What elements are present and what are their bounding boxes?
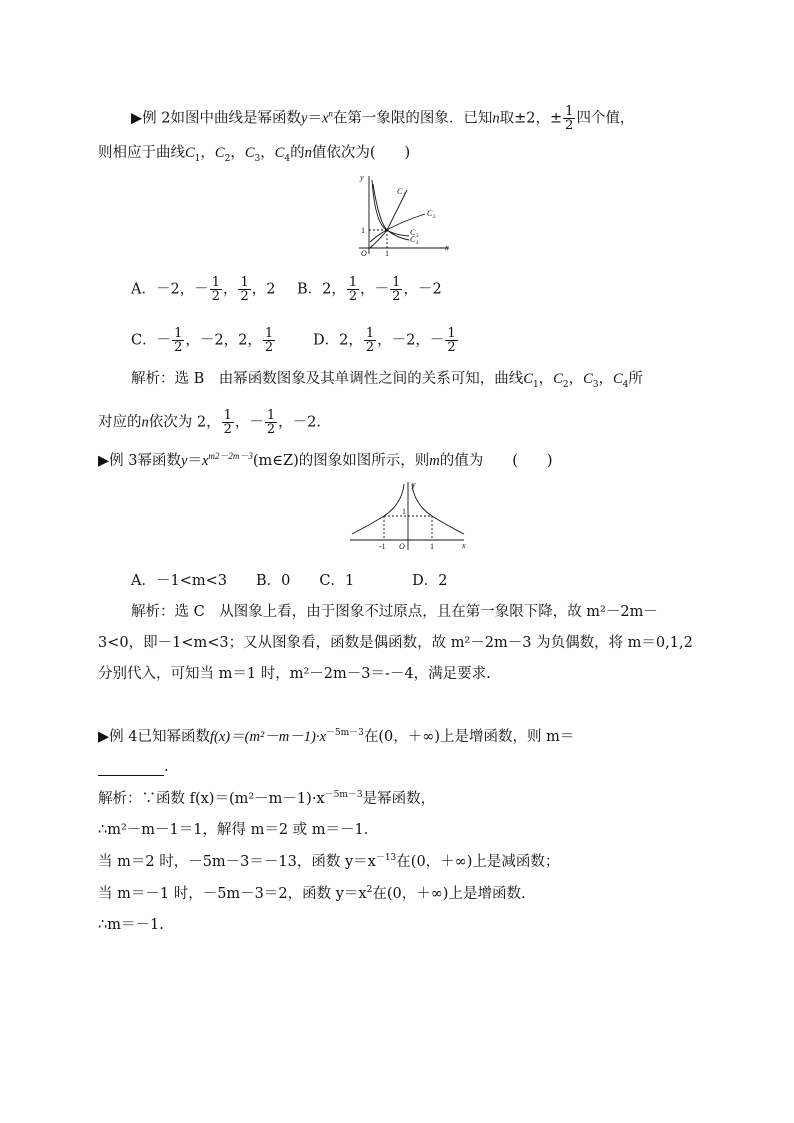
ex2-text: 则相应于曲线: [98, 145, 185, 161]
ex2-option-c: [131, 327, 276, 354]
label-c2: C: [427, 209, 433, 218]
separator: ，－2，－: [377, 332, 445, 349]
var-x: x: [321, 110, 329, 127]
ex2-text: 如图中曲线是幂函数: [170, 110, 301, 127]
ex3-text: (m∈Z)的图象如图所示，则: [252, 453, 430, 469]
ex2-text: 取±2，±: [499, 110, 563, 127]
curve-label: C: [244, 145, 255, 161]
subscript: 3: [416, 234, 419, 239]
ex4-solution-line5: ∴m＝－1.: [98, 917, 164, 933]
numerator: 1: [174, 326, 183, 341]
tick-label: 1: [430, 542, 434, 551]
comma: ，: [538, 371, 554, 387]
comma: ，: [598, 371, 613, 387]
label-c4: C: [410, 235, 416, 244]
solution-text: ，－2.: [278, 414, 321, 431]
fraction: [172, 327, 184, 354]
comma: ，: [200, 145, 215, 161]
fraction: [364, 327, 376, 354]
separator: ，: [222, 281, 238, 298]
label-c1: C: [397, 187, 403, 196]
example-label: 例 3: [109, 453, 138, 469]
numerator: 1: [392, 275, 401, 290]
tick-label: 1: [361, 226, 365, 235]
power-function-graph-quadrant1: [357, 172, 457, 256]
numerator: 1: [264, 326, 274, 341]
option-b: B．2，: [297, 281, 346, 298]
exponent: m2－2m－3: [208, 451, 253, 462]
subscript: 2: [562, 379, 569, 390]
solution-text: 解析：选 B 由幂函数图象及其单调性之间的关系可知，曲线: [131, 371, 524, 387]
ex2-solution-line1: [131, 370, 643, 388]
equals-sign: ＝: [187, 453, 202, 469]
ex4-blank-line: [98, 758, 169, 776]
numerator: 1: [365, 326, 375, 341]
denominator: 2: [565, 118, 574, 133]
tick-label: 1: [385, 249, 389, 258]
ex3-solution-line2: 3<0，即－1<m<3；又从图象看，函数是偶函数，故 m²－2m－3 为负偶数，将 m＝0,1,2: [98, 635, 693, 651]
solution-text: 对应的: [98, 414, 142, 431]
period: .: [164, 759, 169, 775]
ex3-line1: [98, 452, 553, 470]
var-x: x: [201, 453, 209, 469]
ex2-text: 四个值，: [576, 110, 635, 127]
curve-label: C: [583, 371, 593, 387]
ex2-option-d: [313, 327, 459, 354]
var-y: y: [181, 453, 188, 469]
example-label: 例 2: [142, 110, 171, 127]
solution-text: 解析：∵函数 f(x)＝(m²－m－1)·x: [98, 791, 325, 807]
function-expression: f(x)＝(m²－m－1)·x: [210, 729, 326, 745]
solution-text: 是幂函数，: [362, 791, 436, 807]
var-y: y: [301, 110, 308, 127]
subscript: 1: [532, 379, 539, 390]
ex2-option-b: [297, 276, 442, 303]
separator: ，－: [234, 414, 264, 431]
ex3-text: 的值为 ( ): [439, 453, 553, 469]
ex3-text: 幂函数: [137, 453, 181, 469]
curve-left: [352, 484, 404, 534]
tick-label: 1: [402, 507, 406, 516]
fraction: [210, 276, 222, 303]
subscript: 1: [403, 193, 406, 198]
comma: ，: [568, 371, 584, 387]
numerator: 1: [565, 104, 574, 119]
triangle-marker-icon: ▶: [98, 729, 110, 745]
ex4-text: 在(0，＋∞)上是增函数，则 m＝: [363, 729, 575, 745]
solution-text: 在(0，＋∞)上是减函数；: [396, 854, 560, 870]
ex4-line1: [98, 728, 574, 746]
denominator: 2: [240, 289, 249, 304]
ex4-solution-line4: [98, 885, 526, 903]
tick-label: -1: [379, 542, 386, 551]
subscript: 2: [433, 215, 436, 220]
even-power-function-graph: [346, 478, 470, 554]
exponent: －5m－3: [325, 728, 364, 739]
denominator: 2: [348, 289, 358, 304]
subscript: 4: [622, 379, 629, 390]
comma: ，: [230, 145, 245, 161]
exponent: －13: [375, 853, 397, 864]
exponent: －5m－3: [324, 790, 363, 801]
ex4-text: 已知幂函数: [137, 729, 210, 745]
numerator: 1: [223, 408, 232, 423]
ex4-solution-line2: ∴m²－m－1＝1，解得 m＝2 或 m＝－1.: [98, 822, 369, 838]
axis-label-y: y: [412, 480, 416, 489]
ex2-solution-line2: [98, 409, 321, 436]
label-c3: C: [410, 228, 416, 237]
curve-label: C: [274, 145, 285, 161]
curve-label: C: [553, 371, 563, 387]
fraction-half: [563, 105, 575, 132]
ex3-solution-line1: 解析：选 C 从图象上看，由于图象不过原点，且在第一象限下降，故 m²－2m－: [131, 604, 658, 620]
ex4-solution-line3: [98, 853, 559, 871]
solution-text: 所: [628, 371, 643, 387]
denominator: 2: [211, 289, 220, 304]
exponent: 2: [366, 885, 373, 896]
subscript: 4: [284, 153, 291, 164]
numerator: 1: [266, 408, 276, 423]
option-c: C．－: [131, 332, 172, 349]
option-end: ，2: [251, 281, 276, 298]
denominator: 2: [223, 422, 232, 437]
axis-label-x: x: [462, 541, 466, 550]
origin-label: O: [361, 249, 367, 258]
origin-label: O: [399, 542, 405, 551]
solution-text: 当 m＝2 时，－5m－3＝－13，函数 y＝x: [98, 854, 376, 870]
option-a: A．－2，－: [131, 281, 209, 298]
equals-sign: ＝: [307, 110, 322, 127]
denominator: 2: [365, 340, 375, 355]
denominator: 2: [266, 422, 276, 437]
curve-right: [412, 484, 464, 534]
triangle-marker-icon: ▶: [131, 110, 143, 127]
ex3-options: A．－1<m<3 B．0 C．1 D．2: [131, 573, 448, 589]
subscript: 3: [254, 153, 261, 164]
fraction: [390, 276, 402, 303]
solution-text: 在(0，＋∞)上是增函数.: [372, 886, 526, 902]
solution-text: 当 m＝－1 时，－5m－3＝2，函数 y＝x: [98, 886, 367, 902]
fraction: [347, 276, 359, 303]
example-label: 例 4: [109, 729, 138, 745]
ex2-text: 在第一象限的图象．已知: [332, 110, 493, 127]
option-end: ，－2: [403, 281, 442, 298]
option-d: D．2，: [313, 332, 363, 349]
fraction: [263, 327, 275, 354]
var-m: m: [429, 453, 440, 469]
curve-label: C: [612, 371, 623, 387]
curve-label: C: [523, 371, 533, 387]
ex2-line1: [131, 105, 634, 132]
numerator: 1: [348, 275, 358, 290]
denominator: 2: [447, 340, 456, 355]
separator: ，－2，2，: [185, 332, 262, 349]
curve-c4: [372, 180, 409, 240]
answer-blank[interactable]: [98, 761, 164, 776]
ex2-text: 值依次为( ): [311, 145, 411, 161]
subscript: 2: [224, 153, 231, 164]
triangle-marker-icon: ▶: [98, 453, 110, 469]
separator: ，－: [360, 281, 390, 298]
solution-text: 依次为 2，: [148, 414, 221, 431]
var-n: n: [304, 145, 312, 161]
curve-label: C: [214, 145, 225, 161]
ex3-solution-line3: 分别代入，可知当 m＝1 时，m²－2m－3＝-－4，满足要求.: [98, 666, 491, 682]
denominator: 2: [264, 340, 274, 355]
axis-label-y: y: [360, 173, 364, 182]
denominator: 2: [392, 289, 401, 304]
denominator: 2: [174, 340, 183, 355]
subscript: 1: [194, 153, 201, 164]
curve-label: C: [185, 145, 195, 161]
ex2-line2: [98, 144, 410, 162]
axis-label-x: x: [445, 243, 449, 252]
comma: ，: [260, 145, 275, 161]
numerator: 1: [240, 275, 249, 290]
numerator: 1: [211, 275, 220, 290]
subscript: 3: [592, 379, 599, 390]
numerator: 1: [447, 326, 456, 341]
ex2-text: 的: [290, 145, 305, 161]
ex2-options-ab: [131, 276, 276, 303]
exponent-n: n: [328, 108, 333, 119]
fraction: [222, 409, 234, 436]
fraction: [238, 276, 250, 303]
var-n: n: [141, 414, 149, 431]
subscript: 4: [416, 241, 419, 246]
fraction: [445, 327, 457, 354]
ex4-solution-line1: [98, 790, 435, 808]
fraction: [265, 409, 277, 436]
var-n: n: [492, 110, 500, 127]
